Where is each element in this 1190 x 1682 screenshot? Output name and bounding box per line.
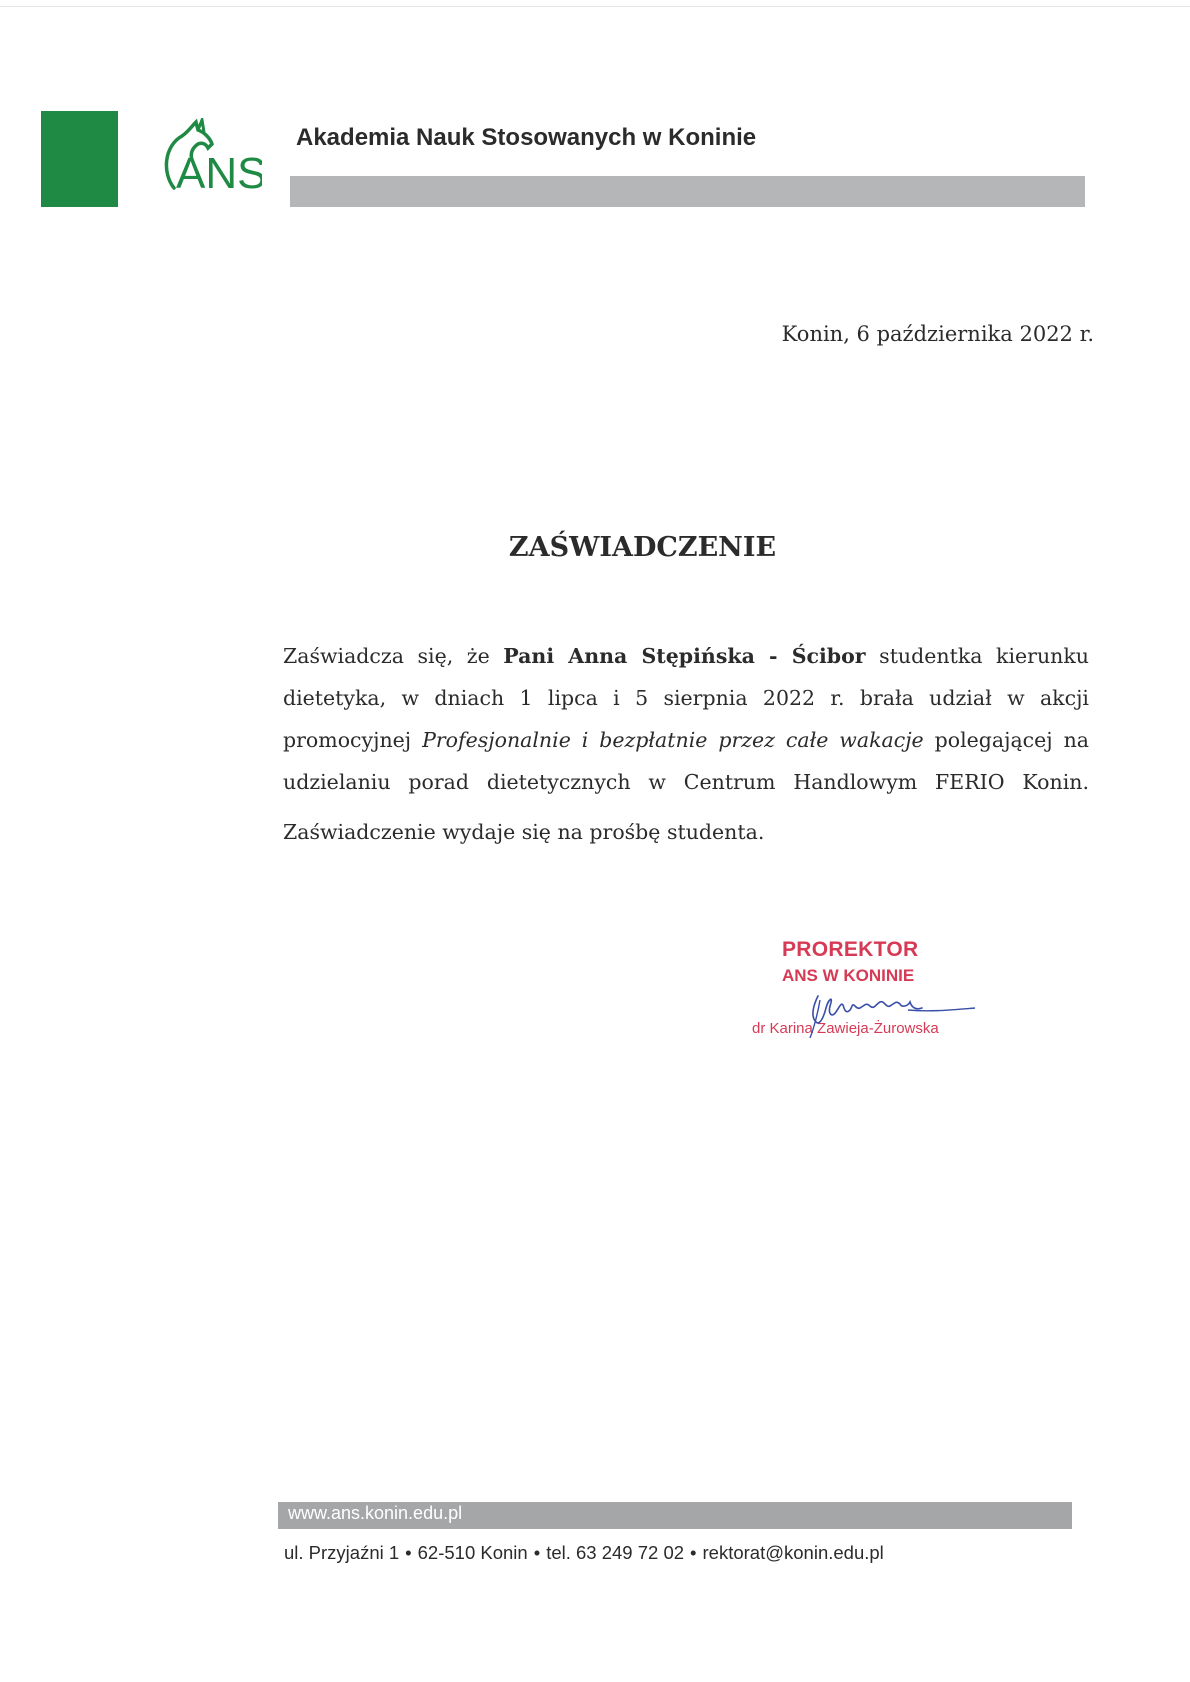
header-gray-bar xyxy=(290,176,1085,207)
paragraph-middle: studentka kierunku dietetyka, w dniach 1 lipca i 5 sierpnia 2022 r. brała udział w akcji promocyjnej xyxy=(283,644,1089,752)
ans-logo xyxy=(152,118,262,198)
paragraph-intro: Zaświadcza się, że xyxy=(283,644,504,668)
separator-dot: • xyxy=(690,1542,697,1563)
separator-dot: • xyxy=(405,1542,412,1563)
logo-letters: ANS xyxy=(176,149,262,198)
email-link[interactable]: rektorat@konin.edu.pl xyxy=(702,1542,884,1563)
academy-name: Akademia Nauk Stosowanych w Koninie xyxy=(296,124,757,151)
brand-green-block xyxy=(41,111,118,207)
handwritten-signature xyxy=(790,982,990,1042)
campaign-name: Profesjonalnie i bezpłatnie przez całe wakacje xyxy=(422,728,924,752)
separator-dot: • xyxy=(533,1542,541,1563)
letter-date: Konin, 6 października 2022 r. xyxy=(781,322,1094,346)
footer-contact-line xyxy=(284,1542,884,1564)
phone-number: tel. 63 249 72 02 xyxy=(546,1542,685,1563)
street-address: ul. Przyjaźni 1 xyxy=(284,1542,400,1563)
stamp-title: PROREKTOR xyxy=(782,938,919,961)
page-top-edge xyxy=(0,6,1190,7)
signatory-name: dr Karina Zawieja-Żurowska xyxy=(752,1020,939,1037)
student-name: Pani Anna Stępińska - Ścibor xyxy=(503,644,866,668)
stamp-subtitle: ANS W KONINIE xyxy=(782,966,915,985)
paragraph-end: polegającej na udzielaniu porad dietetycznych w Centrum Handlowym FERIO Konin. xyxy=(283,728,1089,794)
issuance-note: Zaświadczenie wydaje się na prośbę studenta. xyxy=(283,820,765,844)
postal-city: 62-510 Konin xyxy=(417,1542,528,1563)
website-link[interactable]: www.ans.konin.edu.pl xyxy=(288,1503,463,1523)
certificate-paragraph xyxy=(283,635,1089,803)
document-title: ZAŚWIADCZENIE xyxy=(508,532,777,563)
